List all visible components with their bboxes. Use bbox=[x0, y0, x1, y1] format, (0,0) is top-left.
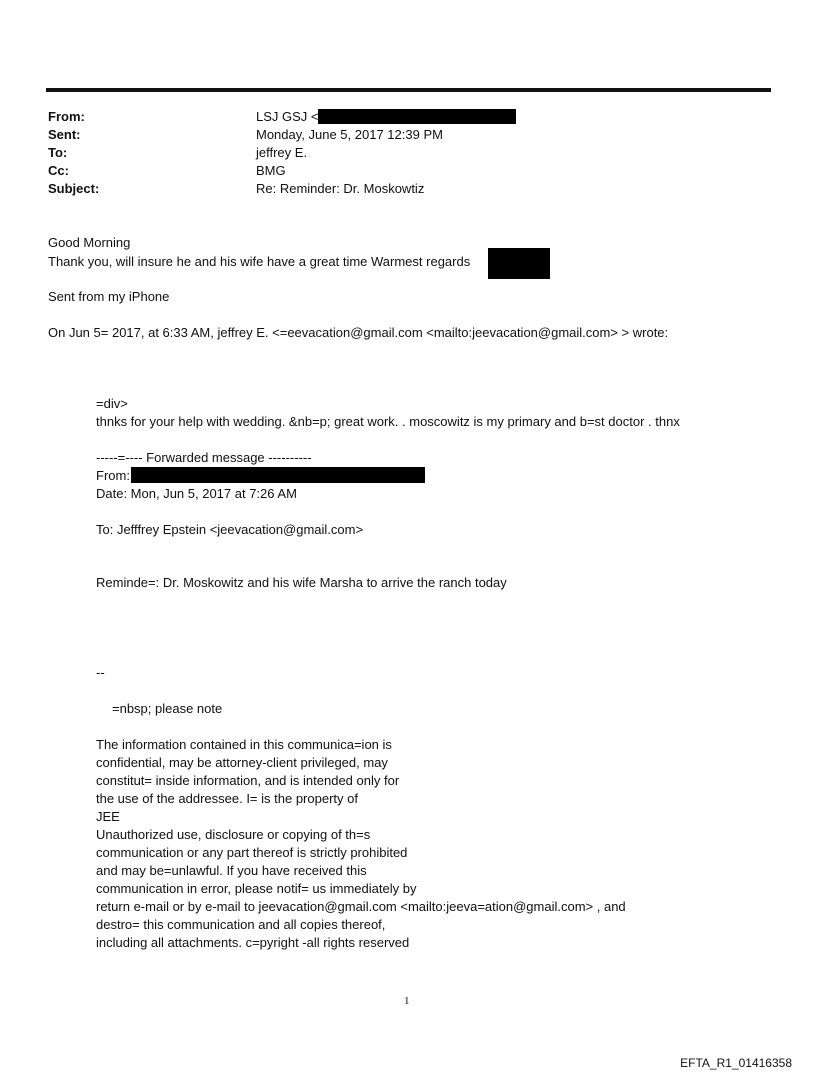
signature-dashes: -- bbox=[96, 665, 105, 680]
forward-to: To: Jefffrey Epstein <jeevacation@gmail.com> bbox=[96, 522, 364, 537]
disclaimer-line: destro= this communication and all copies thereof, bbox=[96, 917, 386, 932]
disclaimer-line: including all attachments. c=pyright -all rights reserved bbox=[96, 935, 410, 950]
forward-header: -----=---- Forwarded message ---------- bbox=[96, 450, 312, 465]
forward-from: From: bbox=[96, 468, 130, 483]
disclaimer-line: JEE bbox=[96, 809, 120, 824]
forward-date: Date: Mon, Jun 5, 2017 at 7:26 AM bbox=[96, 486, 297, 501]
from-redaction bbox=[318, 109, 516, 124]
div-tag: =div> bbox=[96, 396, 128, 411]
greeting: Good Morning bbox=[48, 235, 131, 250]
disclaimer-line: and may be=unlawful. If you have received this bbox=[96, 863, 367, 878]
to-value: jeffrey E. bbox=[256, 145, 308, 160]
forward-from-redaction bbox=[131, 467, 425, 483]
from-value: LSJ GSJ < bbox=[256, 109, 319, 124]
sent-value: Monday, June 5, 2017 12:39 PM bbox=[256, 127, 443, 142]
thanks-line: thnks for your help with wedding. &nb=p; great work. . moscowitz is my primary and b=st doctor . thnx bbox=[96, 414, 680, 429]
page-number: 1 bbox=[404, 995, 410, 1007]
disclaimer-line: confidential, may be attorney-client privileged, may bbox=[96, 755, 388, 770]
sent-label: Sent: bbox=[48, 127, 81, 142]
please-note: =nbsp; please note bbox=[112, 701, 223, 716]
disclaimer-line: communication or any part thereof is strictly prohibited bbox=[96, 845, 408, 860]
header-rule bbox=[46, 88, 771, 92]
reminder-line: Reminde=: Dr. Moskowitz and his wife Marsha to arrive the ranch today bbox=[96, 575, 507, 590]
from-label: From: bbox=[48, 109, 85, 124]
disclaimer-line: The information contained in this communica=ion is bbox=[96, 737, 392, 752]
disclaimer-line: Unauthorized use, disclosure or copying of th=s bbox=[96, 827, 371, 842]
disclaimer-line: communication in error, please notif= us immediately by bbox=[96, 881, 417, 896]
subject-value: Re: Reminder: Dr. Moskowtiz bbox=[256, 181, 425, 196]
disclaimer-line: the use of the addressee. I= is the property of bbox=[96, 791, 358, 806]
quote-intro: On Jun 5= 2017, at 6:33 AM, jeffrey E. <=eevacation@gmail.com <mailto:jeevacation@gmail.com> > wrote: bbox=[48, 325, 669, 340]
cc-label: Cc: bbox=[48, 163, 69, 178]
disclaimer-line: constitut= inside information, and is intended only for bbox=[96, 773, 400, 788]
reply-line: Thank you, will insure he and his wife have a great time Warmest regards bbox=[48, 254, 471, 269]
to-label: To: bbox=[48, 145, 68, 160]
document-id: EFTA_R1_01416358 bbox=[680, 1056, 792, 1070]
cc-value: BMG bbox=[256, 163, 286, 178]
subject-label: Subject: bbox=[48, 181, 100, 196]
disclaimer-line: return e-mail or by e-mail to jeevacation@gmail.com <mailto:jeeva=ation@gmail.com> , and bbox=[96, 899, 626, 914]
signature-redaction bbox=[488, 248, 550, 279]
iphone-signature: Sent from my iPhone bbox=[48, 289, 170, 304]
